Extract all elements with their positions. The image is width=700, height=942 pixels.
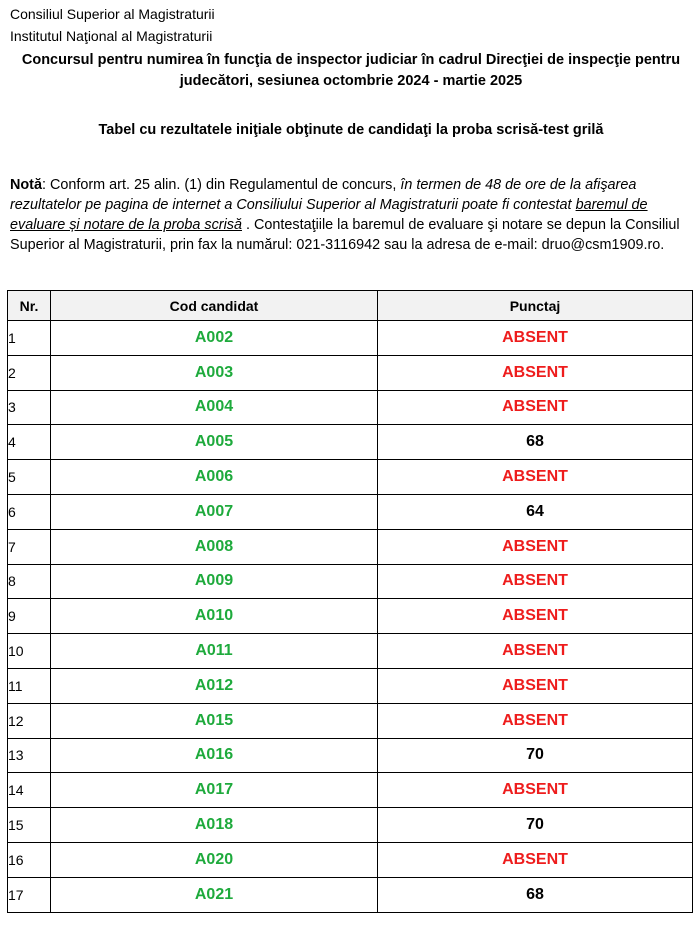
- table-row: [8, 390, 693, 425]
- table-row: [8, 634, 693, 669]
- table-row: [8, 599, 693, 634]
- candidate-code: A021: [51, 877, 378, 912]
- row-number: 17: [8, 877, 51, 912]
- score: ABSENT: [378, 460, 693, 495]
- row-number: 7: [8, 529, 51, 564]
- score: ABSENT: [378, 529, 693, 564]
- org-line-2: Institutul Naţional al Magistraturii: [10, 28, 213, 44]
- table-row: [8, 355, 693, 390]
- table-row: [8, 460, 693, 495]
- row-number: 9: [8, 599, 51, 634]
- score: 68: [378, 425, 693, 460]
- results-table: [7, 290, 693, 913]
- score: ABSENT: [378, 321, 693, 356]
- candidate-code: A009: [51, 564, 378, 599]
- note-text-2: . Contestaţiile la baremul de evaluare şi notare se depun la Consiliul Superior al Magistraturii, prin fax la numărul: 021-3116942 sau la adresa de e-mail: druo@csm1909.ro.: [10, 217, 680, 253]
- row-number: 11: [8, 668, 51, 703]
- row-number: 10: [8, 634, 51, 669]
- candidate-code: A006: [51, 460, 378, 495]
- row-number: 4: [8, 425, 51, 460]
- table-row: [8, 494, 693, 529]
- candidate-code: A017: [51, 773, 378, 808]
- header-nr: Nr.: [8, 291, 51, 321]
- barem-link[interactable]: baremul de evaluare și notare de la proba scrisă: [10, 197, 648, 233]
- candidate-code: A004: [51, 390, 378, 425]
- candidate-code: A007: [51, 494, 378, 529]
- note-paragraph: [10, 175, 692, 255]
- score: ABSENT: [378, 355, 693, 390]
- table-row: [8, 529, 693, 564]
- score: ABSENT: [378, 668, 693, 703]
- header-cod-candidat: Cod candidat: [51, 291, 378, 321]
- note-italic-text: în termen de 48 de ore de la afişarea rezultatelor pe pagina de internet a Consiliului Superior al Magistraturii poate fi contestat: [10, 177, 637, 213]
- table-row: [8, 703, 693, 738]
- candidate-code: A003: [51, 355, 378, 390]
- row-number: 6: [8, 494, 51, 529]
- candidate-code: A011: [51, 634, 378, 669]
- candidate-code: A018: [51, 808, 378, 843]
- document-title: Concursul pentru numirea în funcţia de inspector judiciar în cadrul Direcţiei de inspecţie pentru judecători, sesiunea octombrie 2024 - martie 2025: [21, 52, 681, 89]
- score: 70: [378, 808, 693, 843]
- row-number: 8: [8, 564, 51, 599]
- score: ABSENT: [378, 773, 693, 808]
- row-number: 12: [8, 703, 51, 738]
- score: 70: [378, 738, 693, 773]
- note-label: Notă: [10, 177, 42, 193]
- note-text-1: : Conform art. 25 alin. (1) din Regulamentul de concurs,: [41, 177, 401, 193]
- row-number: 15: [8, 808, 51, 843]
- row-number: 5: [8, 460, 51, 495]
- score: ABSENT: [378, 634, 693, 669]
- candidate-code: A020: [51, 842, 378, 877]
- table-row: [8, 842, 693, 877]
- row-number: 3: [8, 390, 51, 425]
- org-line-1: Consiliul Superior al Magistraturii: [10, 6, 215, 22]
- candidate-code: A005: [51, 425, 378, 460]
- candidate-code: A002: [51, 321, 378, 356]
- table-row: [8, 738, 693, 773]
- table-row: [8, 668, 693, 703]
- score: ABSENT: [378, 703, 693, 738]
- score: ABSENT: [378, 842, 693, 877]
- table-row: [8, 425, 693, 460]
- table-row: [8, 808, 693, 843]
- candidate-code: A012: [51, 668, 378, 703]
- table-header-row: [8, 291, 693, 321]
- candidate-code: A008: [51, 529, 378, 564]
- table-row: [8, 564, 693, 599]
- row-number: 1: [8, 321, 51, 356]
- score: ABSENT: [378, 599, 693, 634]
- candidate-code: A010: [51, 599, 378, 634]
- table-row: [8, 877, 693, 912]
- header-punctaj: Punctaj: [378, 291, 693, 321]
- candidate-code: A016: [51, 738, 378, 773]
- table-row: [8, 773, 693, 808]
- row-number: 2: [8, 355, 51, 390]
- score: ABSENT: [378, 390, 693, 425]
- row-number: 13: [8, 738, 51, 773]
- row-number: 16: [8, 842, 51, 877]
- table-row: [8, 321, 693, 356]
- candidate-code: A015: [51, 703, 378, 738]
- row-number: 14: [8, 773, 51, 808]
- document-subtitle: Tabel cu rezultatele iniţiale obţinute de candidaţi la proba scrisă-test grilă: [98, 122, 604, 138]
- score: ABSENT: [378, 564, 693, 599]
- score: 64: [378, 494, 693, 529]
- score: 68: [378, 877, 693, 912]
